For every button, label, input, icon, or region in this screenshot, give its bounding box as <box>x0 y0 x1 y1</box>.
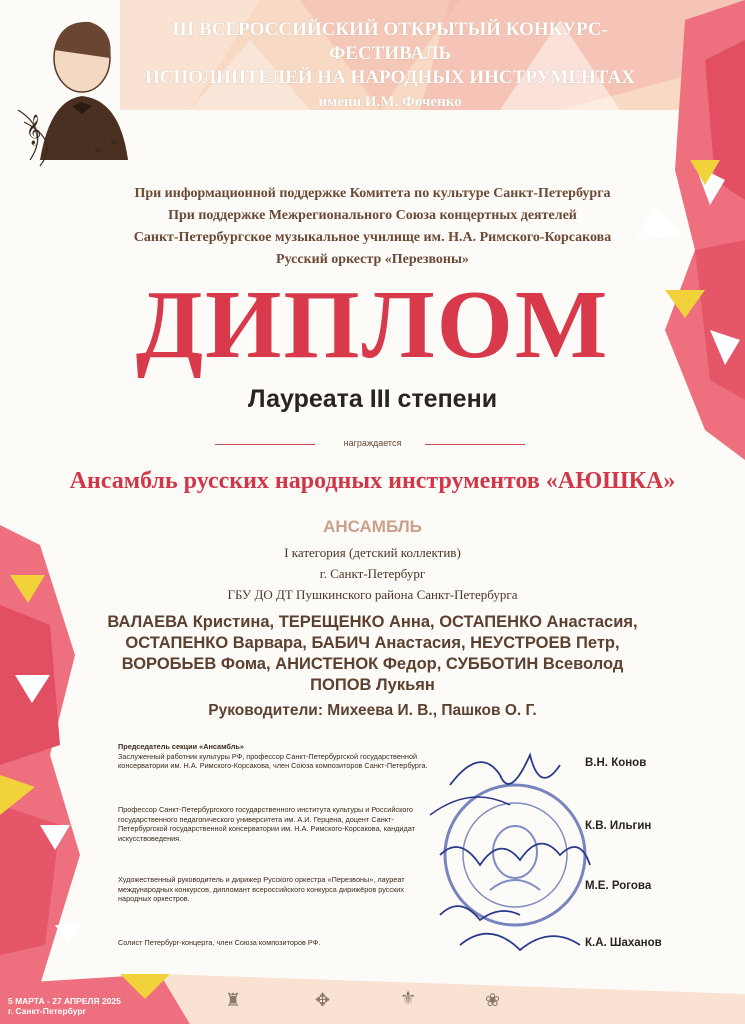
jury-description: Заслуженный работник культуры РФ, профессор Санкт-Петербургской государственной консерватории им. Н.А. Римского-Корсакова, член Союза композиторов Санкт-Петербурга. <box>118 751 428 770</box>
jury-member-1 <box>118 742 438 771</box>
jury-description: Художественный руководитель и дирижер Русского оркестра «Перезвоны», лауреат международных конкурсов, дипломант всероссийского конкурса дирижёров русских народных оркестров. <box>118 875 405 903</box>
members-line: ВАЛАЕВА Кристина, ТЕРЕЩЕНКО Анна, ОСТАПЕНКО Анастасия, <box>107 613 638 631</box>
members-list <box>40 612 705 696</box>
signatures <box>420 745 620 975</box>
jury-name-1: В.Н. Конов <box>585 757 647 769</box>
leaders: Руководители: Михеева И. В., Пашков О. Г. <box>208 702 537 719</box>
jury-heading: Председатель секции «Ансамбль» <box>118 742 244 751</box>
nomination: АНСАМБЛЬ <box>323 517 422 536</box>
support-line: Русский оркестр «Перезвоны» <box>276 252 469 267</box>
support-lines <box>60 183 685 271</box>
members-line: ПОПОВ Лукьян <box>310 676 435 694</box>
awarded-label: награждается <box>343 438 402 448</box>
support-line: Санкт-Петербургское музыкальное училище им. Н.А. Римского-Корсакова <box>133 230 612 245</box>
jury-description: Профессор Санкт-Петербургского государственного института культуры и Российского государственного педагогического университета им. А.И. Герцена, доцент Санкт-Петербургской государственной консерватории им. Н.А. Римского-Корсакова, кандидат искусствоведения. <box>118 805 415 843</box>
support-line: При информационной поддержке Комитета по культуре Санкт-Петербурга <box>134 186 611 201</box>
header-line-3: имени И.М. Фоченко <box>318 94 462 110</box>
jury-name-3: М.Е. Рогова <box>585 880 652 892</box>
date-block <box>8 996 168 1016</box>
members-line: ОСТАПЕНКО Варвара, БАБИЧ Анастасия, НЕУСТРОЕВ Петр, <box>125 634 620 652</box>
header-line-1: III ВСЕРОССИЙСКИЙ ОТКРЫТЫЙ КОНКУРС-ФЕСТИВАЛЬ <box>172 19 608 64</box>
jury-description: Солист Петербург-концерта, член Союза композиторов РФ. <box>118 938 321 947</box>
jury-member-4 <box>118 938 438 948</box>
logo-3-icon: ⚜ <box>400 988 417 1008</box>
recipient-name: Ансамбль русских народных инструментов «АЮШКА» <box>69 468 676 494</box>
city: г. Санкт-Петербург <box>319 566 426 581</box>
jury-member-3 <box>118 875 438 904</box>
laureate-degree: Лауреата III степени <box>247 385 498 413</box>
support-line: При поддержке Межрегионального Союза концертных деятелей <box>168 208 577 223</box>
members-line: ВОРОБЬЕВ Фома, АНИСТЕНОК Федор, СУББОТИН Всеволод <box>121 655 624 673</box>
category: I категория (детский коллектив) <box>284 545 461 560</box>
date-city: г. Санкт-Петербург <box>8 1006 87 1016</box>
jury-member-2 <box>118 805 438 843</box>
school: ГБУ ДО ДТ Пушкинского района Санкт-Петербурга <box>227 587 518 602</box>
diploma-title: ДИПЛОМ <box>135 271 610 379</box>
header-line-2: ИСПОЛНИТЕЛЕЙ НА НАРОДНЫХ ИНСТРУМЕНТАХ <box>145 67 635 88</box>
date-range: 5 МАРТА - 27 АПРЕЛЯ 2025 <box>8 996 121 1006</box>
logo-1-icon: ♜ <box>225 990 242 1010</box>
logo-4-icon: ❀ <box>485 990 501 1010</box>
jury-name-4: К.А. Шаханов <box>585 937 662 949</box>
divider-right <box>425 444 525 445</box>
svg-text:𝄞: 𝄞 <box>26 115 42 145</box>
composer-portrait-logo <box>10 10 140 170</box>
logo-2-icon: ✥ <box>315 990 331 1010</box>
jury-name-2: К.В. Ильгин <box>585 820 652 832</box>
festival-header <box>130 18 650 112</box>
